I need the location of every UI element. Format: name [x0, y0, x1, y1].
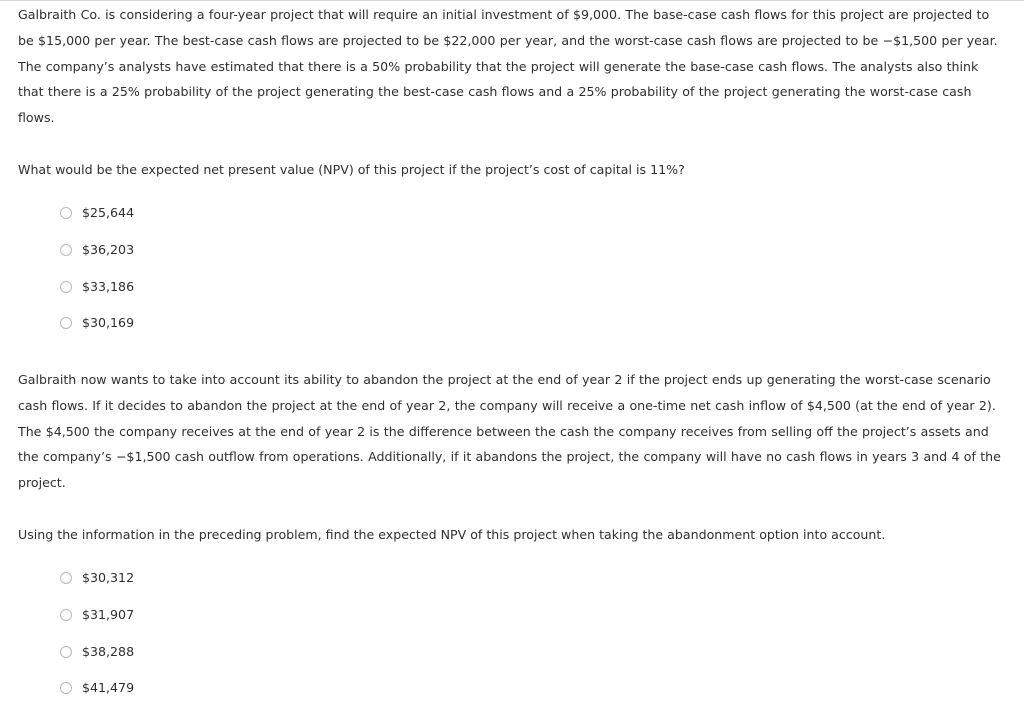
problem-1-question: What would be the expected net present value (NPV) of this project if the project’s cost of capital is 11%? — [18, 162, 685, 177]
top-divider — [0, 0, 1024, 1]
radio-button-icon[interactable] — [60, 317, 72, 329]
option-label: $30,169 — [82, 315, 135, 331]
problem-2-option-1[interactable] — [60, 560, 134, 597]
problem-1-option-1[interactable] — [60, 195, 134, 232]
problem-1-answer-choices — [60, 195, 134, 342]
problem-2-intro: Galbraith now wants to take into account its ability to abandon the project at the end of year 2 if the project ends up generating the worst-case scenario cash flows. If it decides to abandon the project at the end of year 2, the company will receive a one-time net cash inflow of $4,500 (at the end of year 2). The $4,500 the company receives at the end of year 2 is the difference between the cash the company receives from selling off the project’s assets and the company’s −$1,500 cash outflow from operations. Additionally, if it abandons the project, the company will have no cash flows in years 3 and 4 of the project. — [18, 372, 1001, 491]
problem-2-option-4[interactable] — [60, 670, 134, 707]
problem-1-intro: Galbraith Co. is considering a four-year project that will require an initial investment of $9,000. The base-case cash flows for this project are projected to be $15,000 per year. The best-case cash flows are projected to be $22,000 per year, and the worst-case cash flows are projected to be −$1,500 per year. The company’s analysts have estimated that there is a 50% probability that the project will generate the base-case cash flows. The analysts also think that there is a 25% probability of the project generating the best-case cash flows and a 25% probability of the project generating the worst-case cash flows. — [18, 7, 998, 126]
option-label: $38,288 — [82, 643, 135, 659]
problem-1-option-4[interactable] — [60, 305, 134, 342]
problem-2-option-2[interactable] — [60, 597, 134, 634]
option-label: $41,479 — [82, 680, 135, 696]
option-label: $25,644 — [82, 205, 135, 221]
option-label: $36,203 — [82, 242, 135, 258]
option-label: $31,907 — [82, 607, 135, 623]
radio-button-icon[interactable] — [60, 646, 72, 658]
option-label: $33,186 — [82, 278, 135, 294]
problem-1-option-3[interactable] — [60, 268, 134, 305]
option-label: $30,312 — [82, 570, 135, 586]
radio-button-icon[interactable] — [60, 572, 72, 584]
radio-button-icon[interactable] — [60, 244, 72, 256]
problem-2-question: Using the information in the preceding problem, find the expected NPV of this project when taking the abandonment option into account. — [18, 527, 886, 542]
radio-button-icon[interactable] — [60, 609, 72, 621]
problem-1-option-2[interactable] — [60, 232, 134, 269]
problem-2-answer-choices — [60, 560, 134, 707]
radio-button-icon[interactable] — [60, 682, 72, 694]
radio-button-icon[interactable] — [60, 207, 72, 219]
problem-2-option-3[interactable] — [60, 633, 134, 670]
radio-button-icon[interactable] — [60, 281, 72, 293]
